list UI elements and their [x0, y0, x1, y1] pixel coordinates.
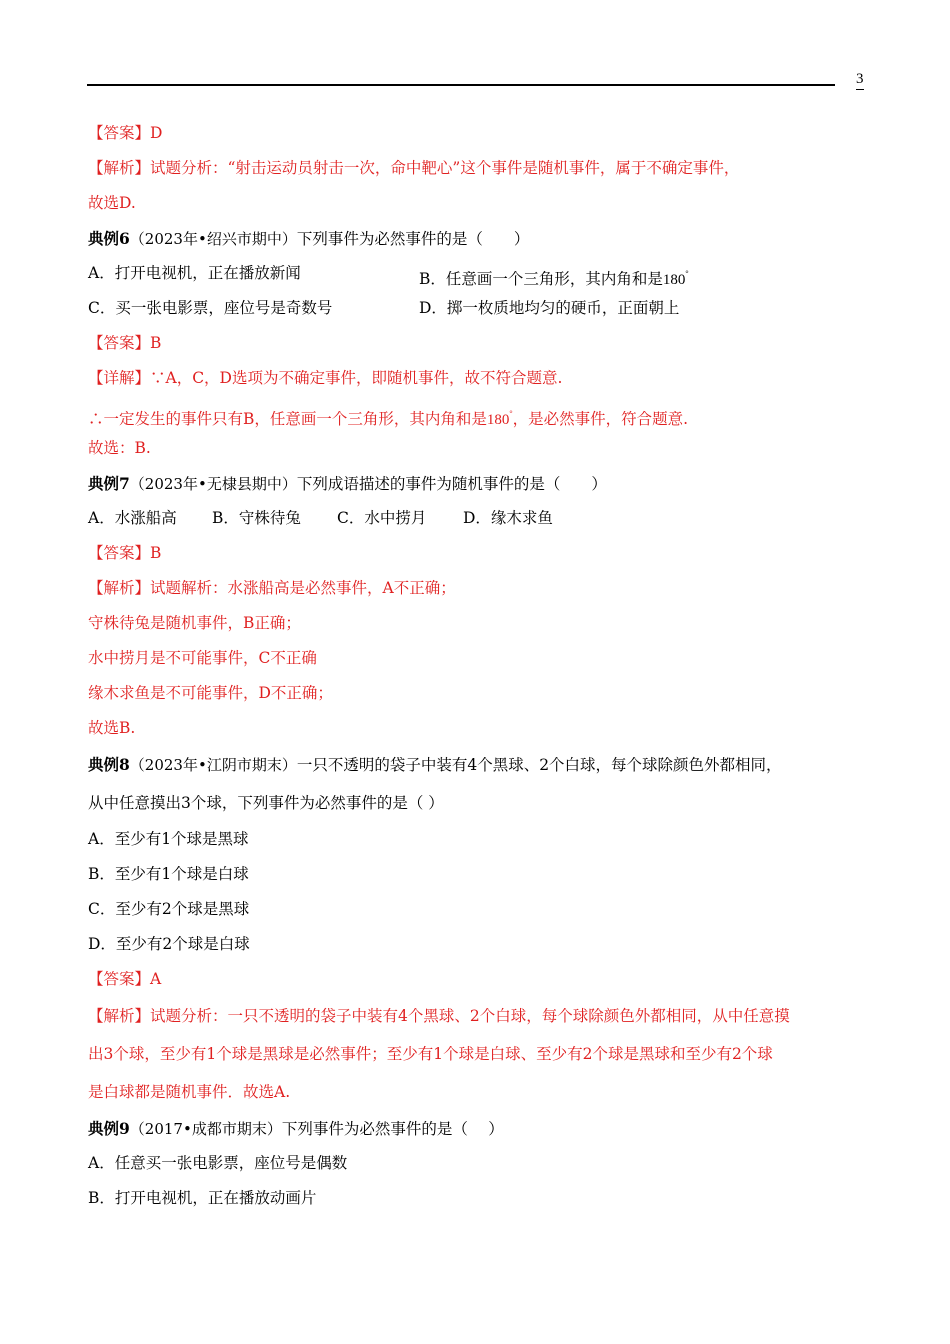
- option-c: C．至少有2个球是黑球: [88, 900, 250, 918]
- option-b: B．至少有1个球是白球: [88, 865, 249, 883]
- option-a: A．水涨船高: [88, 509, 177, 527]
- example-source: （2023年•无棣县期中）: [129, 475, 297, 493]
- degree-symbol: °: [509, 409, 513, 418]
- detail-text-end: ，是必然事件，符合题意.: [512, 410, 689, 428]
- answer-line: 【答案】D: [88, 124, 163, 142]
- option-a: A．打开电视机，正在播放新闻: [88, 264, 301, 282]
- detail-line: 【详解】∵A，C，D选项为不确定事件，即随机事件，故不符合题意.: [88, 369, 563, 387]
- question-text: 下列事件为必然事件的是（ ）: [296, 230, 530, 248]
- option-b: B．打开电视机，正在播放动画片: [88, 1189, 317, 1207]
- option-c: C．买一张电影票，座位号是奇数号: [88, 299, 333, 317]
- question-text: 一只不透明的袋子中装有4个黑球、2个白球，每个球除颜色外都相同，: [296, 756, 782, 774]
- analysis-line: 【解析】试题分析：一只不透明的袋子中装有4个黑球、2个白球，每个球除颜色外都相同，从中任意摸: [88, 1007, 790, 1025]
- analysis-line: 水中捞月是不可能事件，C不正确: [88, 649, 317, 667]
- example-label: 典例8: [88, 755, 130, 774]
- degree-number: 180: [662, 272, 686, 288]
- example-8-question: [88, 746, 858, 784]
- detail-text: ∴一定发生的事件只有B，任意画一个三角形，其内角和是: [88, 410, 487, 428]
- degree-number: 180: [486, 412, 510, 428]
- conclusion-line: 故选D.: [88, 194, 136, 212]
- option-b: B．守株待兔: [212, 509, 301, 527]
- page-content: [88, 116, 858, 1216]
- degree-symbol: °: [685, 269, 689, 278]
- option-b-text: B．任意画一个三角形，其内角和是: [419, 270, 663, 288]
- option-b: [419, 256, 689, 291]
- page-number: 3: [856, 70, 864, 90]
- option-d: D．掷一枚质地均匀的硬币，正面朝上: [419, 299, 680, 317]
- answer-line: 【答案】A: [88, 970, 162, 988]
- example-7-options: [88, 501, 858, 536]
- conclusion-line: 故选：B.: [88, 439, 151, 457]
- example-source: （2017•成都市期末）: [129, 1120, 282, 1138]
- question-text: 下列事件为必然事件的是（ ）: [281, 1120, 504, 1138]
- example-6-question: [88, 221, 858, 256]
- example-6-options-row-2: [88, 291, 858, 326]
- option-a: A．至少有1个球是黑球: [88, 830, 249, 848]
- analysis-line: 【解析】试题分析：“射击运动员射击一次，命中靶心”这个事件是随机事件，属于不确定事件，: [88, 159, 740, 177]
- example-6-options-row-1: [88, 256, 858, 291]
- analysis-line: 【解析】试题解析：水涨船高是必然事件，A不正确；: [88, 579, 456, 597]
- option-d: D．至少有2个球是白球: [88, 935, 250, 953]
- analysis-line: 是白球都是随机事件．故选A.: [88, 1083, 291, 1101]
- answer-line: 【答案】B: [88, 334, 162, 352]
- degree-value: [662, 269, 689, 288]
- example-source: （2023年•江阴市期末）: [129, 756, 297, 774]
- example-7-question: [88, 466, 858, 501]
- option-c: C．水中捞月: [337, 509, 427, 527]
- option-a: A．任意买一张电影票，座位号是偶数: [88, 1154, 348, 1172]
- header-rule: [87, 84, 835, 86]
- answer-line: 【答案】B: [88, 544, 162, 562]
- detail-line-2: [88, 396, 858, 431]
- conclusion-line: 故选B.: [88, 719, 136, 737]
- example-9-question: [88, 1111, 858, 1146]
- example-source: （2023年•绍兴市期中）: [129, 230, 297, 248]
- question-text: 下列成语描述的事件为随机事件的是（ ）: [296, 475, 607, 493]
- analysis-line: 出3个球，至少有1个球是黑球是必然事件；至少有1个球是白球、至少有2个球是黑球和至少有2个球: [88, 1045, 773, 1063]
- example-label: 典例7: [88, 474, 130, 493]
- example-label: 典例6: [88, 229, 130, 248]
- analysis-line: 守株待兔是随机事件，B正确；: [88, 614, 301, 632]
- analysis-line: 缘木求鱼是不可能事件，D不正确；: [88, 684, 333, 702]
- example-8-question-cont: 从中任意摸出3个球，下列事件为必然事件的是（ ）: [88, 794, 444, 812]
- degree-value: [486, 409, 513, 428]
- example-label: 典例9: [88, 1119, 130, 1138]
- option-d: D．缘木求鱼: [463, 509, 553, 527]
